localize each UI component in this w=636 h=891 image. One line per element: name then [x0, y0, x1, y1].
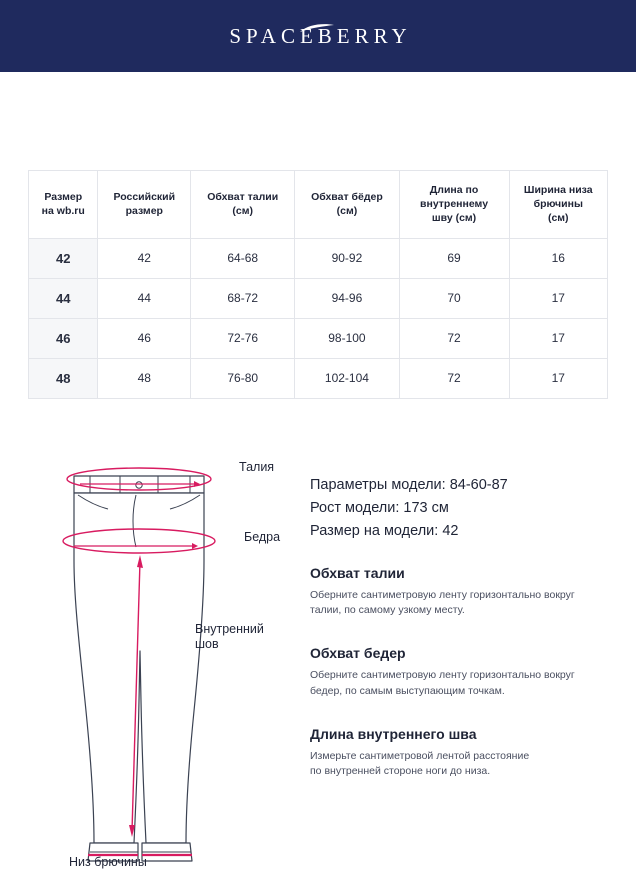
cell-hips: 98-100 [295, 318, 399, 358]
size-table-container [28, 170, 608, 399]
table-header-cell-ru-size [98, 171, 191, 239]
header-line: (см) [336, 205, 358, 218]
label-inseam-line1: Внутренний [195, 621, 264, 636]
section-hips-body [310, 668, 608, 700]
section-waist [310, 565, 608, 620]
brand-logo-text: SPACEBERRY [229, 23, 412, 48]
header-line: Обхват бёдер [311, 191, 383, 204]
cell-wb-size: 42 [29, 238, 98, 278]
cell-waist: 72-76 [191, 318, 295, 358]
body-line: Оберните сантиметровую ленту горизонтально вокруг [310, 588, 575, 601]
header-line: брючины [533, 198, 583, 211]
table-row [29, 238, 608, 278]
section-hips-title: Обхват бедер [310, 645, 406, 662]
pants-illustration [28, 451, 300, 891]
label-bottom: Низ брючины [69, 854, 147, 869]
cell-ru-size: 44 [98, 278, 191, 318]
model-size: Размер на модели: 42 [310, 522, 459, 539]
table-header-cell-leg-opening [509, 171, 607, 239]
body-line: талии, по самому узкому месту. [310, 604, 465, 617]
body-line: Измерьте сантиметровой лентой расстояние [310, 749, 530, 762]
table-row [29, 358, 608, 398]
header-line: (см) [232, 205, 253, 218]
page-header [0, 0, 636, 72]
cell-inseam: 69 [399, 238, 509, 278]
body-line: бедер, по самым выступающим точкам. [310, 684, 505, 697]
body-line: Оберните сантиметровую ленту горизонтально вокруг [310, 669, 575, 682]
section-inseam-title: Длина внутреннего шва [310, 725, 477, 742]
header-line: на wb.ru [41, 205, 85, 218]
header-line: Российский [113, 191, 176, 204]
label-inseam-line2: шов [195, 637, 219, 652]
table-header-row [29, 171, 608, 239]
section-hips [310, 645, 608, 700]
label-waist: Талия [239, 459, 275, 474]
cell-ru-size: 48 [98, 358, 191, 398]
cell-inseam: 72 [399, 358, 509, 398]
cell-leg-opening: 17 [509, 358, 607, 398]
table-header-cell-waist [191, 171, 295, 239]
pants-diagram [28, 451, 300, 891]
header-line: шву (см) [431, 212, 477, 225]
header-line: внутреннему [420, 198, 489, 211]
cell-inseam: 70 [399, 278, 509, 318]
header-line: размер [125, 205, 163, 218]
cell-wb-size: 44 [29, 278, 98, 318]
swoosh-icon [298, 22, 336, 34]
measurement-guide [0, 451, 636, 891]
cell-ru-size: 46 [98, 318, 191, 358]
cell-wb-size: 48 [29, 358, 98, 398]
cell-hips: 90-92 [295, 238, 399, 278]
label-inseam [195, 622, 264, 653]
section-inseam-body [310, 749, 608, 781]
section-waist-title: Обхват талии [310, 564, 405, 581]
guide-text-column [300, 451, 608, 891]
cell-leg-opening: 17 [509, 278, 607, 318]
table-row [29, 278, 608, 318]
model-params: Параметры модели: 84-60-87 [310, 476, 508, 493]
cell-ru-size: 42 [98, 238, 191, 278]
body-line: по внутренней стороне ноги до низа. [310, 765, 491, 778]
cell-hips: 102-104 [295, 358, 399, 398]
model-height: Рост модели: 173 см [310, 499, 449, 516]
cell-leg-opening: 16 [509, 238, 607, 278]
table-header-cell-hips [295, 171, 399, 239]
cell-waist: 64-68 [191, 238, 295, 278]
header-line: Размер [44, 191, 83, 204]
cell-leg-opening: 17 [509, 318, 607, 358]
header-line: Длина по [429, 184, 479, 196]
section-waist-body [310, 588, 608, 620]
header-line: (см) [547, 212, 569, 225]
table-header-cell-inseam [399, 171, 509, 239]
header-line: Ширина низа [523, 184, 593, 196]
cell-waist: 68-72 [191, 278, 295, 318]
label-hips: Бедра [244, 529, 281, 544]
cell-hips: 94-96 [295, 278, 399, 318]
section-inseam [310, 726, 608, 781]
table-header-cell-wb-size [29, 171, 98, 239]
size-table [28, 170, 608, 399]
table-row [29, 318, 608, 358]
header-line: Обхват талии [207, 191, 279, 204]
cell-waist: 76-80 [191, 358, 295, 398]
cell-wb-size: 46 [29, 318, 98, 358]
cell-inseam: 72 [399, 318, 509, 358]
